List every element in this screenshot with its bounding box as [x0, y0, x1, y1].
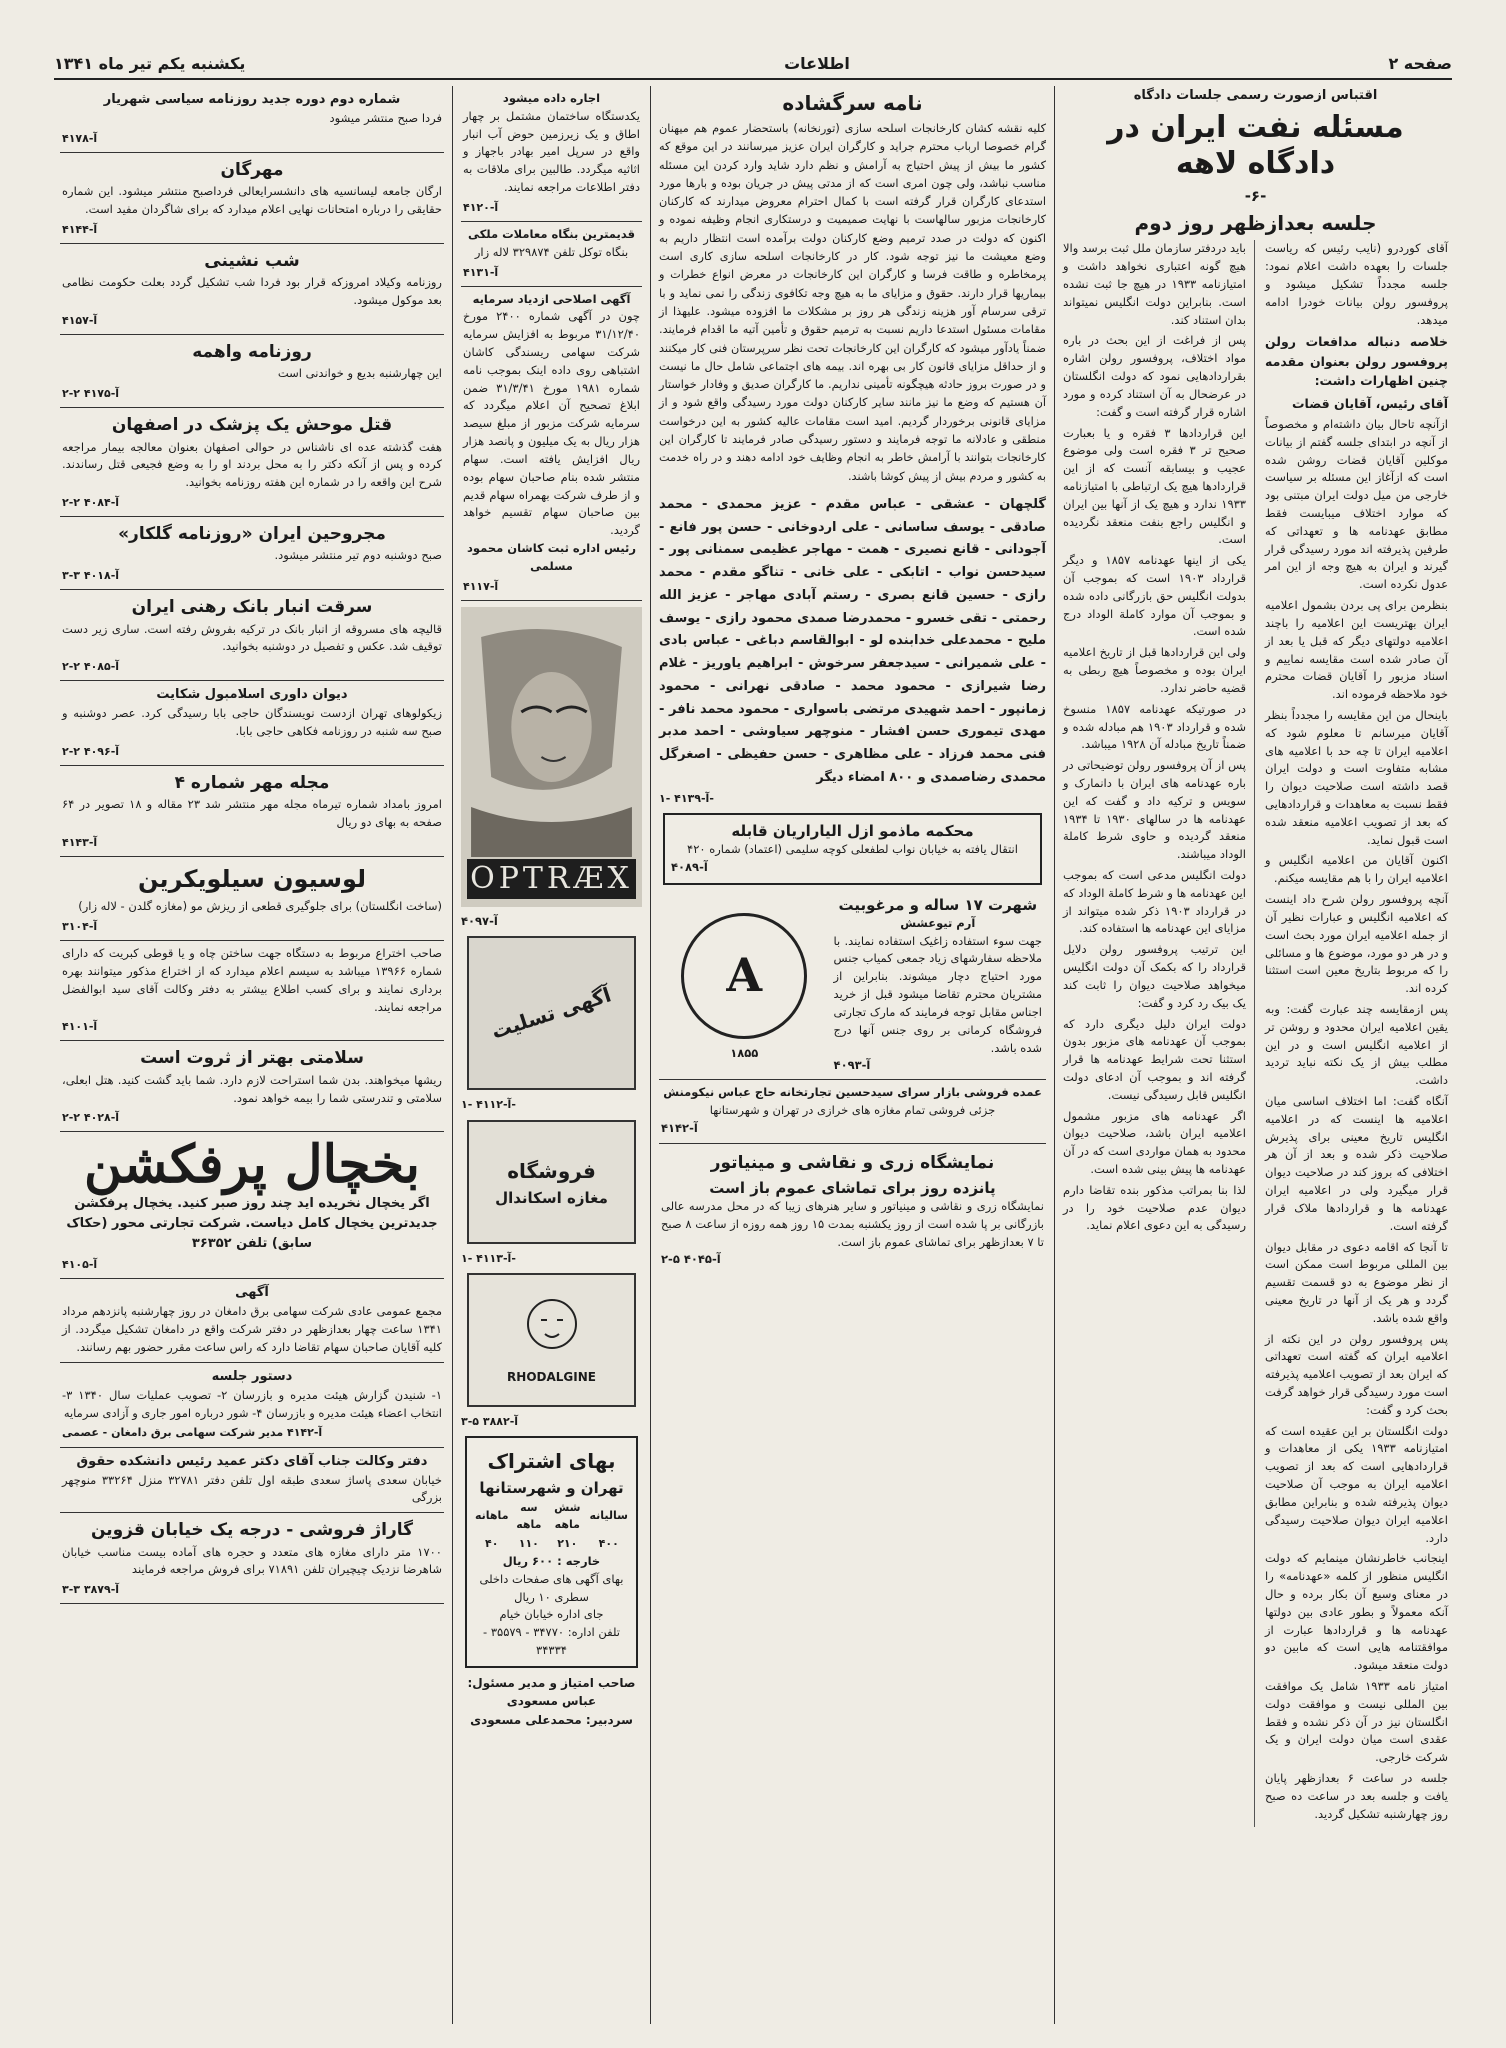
article-paragraph: پس پروفسور رولن در این نکته از اعلامیه ایران که گفته است تعهداتی که ایران بعد از تصویب اعلامیه پذیرفته است مورد رسیدگی قرار خواهد گرفت بحث کرد و گفت: [1265, 1331, 1448, 1417]
classified-ad-title: لوسیون سیلویکرین [137, 865, 367, 894]
classified-ad-code: آ-۴۱۰۱ [62, 1020, 98, 1034]
classified-ad [60, 244, 444, 335]
classified-ad-body: صاحب اختراع مربوط به دستگاه جهت ساختن چاه و یا قوطی کبریت که دارای شماره ۱۳۹۶۶ میباشد به سیسم اعلام میدارد که از اختراع مذکور میتوانند بهره برداری نمایند و برای کسب اطلاع بیشتر به دفتر وکالت آقای سید ابوالفضل مراجعه نمایند. [62, 946, 442, 1014]
court-ad-code: آ-۴۰۸۹ [671, 859, 708, 874]
article-paragraph: دولت انگلستان بر این عقیده است که امتیازنامه ۱۹۳۳ یکی از معاهدات و قراردادهایی است که بعد از تصویب اعلامیه ایران به موجب آن صلاحیت دیوان پذیرفته شده و بنابراین مطابق اعلامیه ایران دیوان صلاحیت رسیدگی دارد. [1265, 1423, 1448, 1545]
wholesale-title: عمده فروشی بازار سرای سیدحسین تجارتخانه حاج عباس نیکومنش [663, 1085, 1042, 1100]
capital-body: چون در آگهی شماره ۲۴۰۰ مورخ ۳۱/۱۲/۴۰ مربوط به افزایش سرمایه شرکت سهامی ریسندگی کاشان اشتباهی روی داده اینک بموجب نامه شماره ۱۹۸۱ مورخ ۳۱/۳/۴۱ ضمن ابلاغ تصحیح آن اعلام میگردد که سرمایه شرکت مزبور از مبلغ سیصد هزار ریال به یک میلیون و پانصد هزار ریال افزایش یافته است. سهام منتشر شده بنام صاحبان سهام بوده و از طرف شرکت بهمراه سهام قدیم بین صاحبان سهام تقسیم خواهد گردید. [463, 309, 641, 538]
classified-ad [60, 153, 444, 244]
classified-ad-code: آ-۴۰۱۸ ۳-۳ [62, 569, 120, 583]
subscription-phone: تلفن اداره: ۳۴۷۷۰ - ۳۵۵۷۹ - ۳۴۳۳۴ [483, 1625, 620, 1658]
classified-ad [60, 517, 444, 590]
classified-ad-body: اگر یخچال نخریده اید چند روز صبر کنید. یخچال پرفکشن جدیدترین یخچال کامل دیاست. شرکت تجارتی محور (حکاک سابق) تلفن ۳۶۳۵۲ [66, 1195, 438, 1251]
article-paragraph: اکنون آقایان من اعلامیه انگلیس و اعلامیه ایران را با هم مقایسه میکنم. [1265, 853, 1448, 886]
classified-ad [60, 86, 444, 153]
classified-ad [60, 941, 444, 1041]
article-title: مسئله نفت ایران در دادگاه لاهه [1107, 110, 1404, 182]
article-paragraph: در صورتیکه عهدنامه ۱۸۵۷ منسوخ شده و قرارداد ۱۹۰۳ هم مبادله شده و ضمناً تاریخ مبادله آن ۱۹۲۸ میباشد. [1063, 701, 1246, 752]
classified-ad-title: مهرگان [220, 160, 284, 180]
classified-ad-title: سلامتی بهتر از ثروت است [140, 1048, 364, 1069]
classified-ad [60, 766, 444, 857]
exhibition-body: نمایشگاه زری و نقاشی و مینیاتور و سایر هنرهای زیبا که در محل مدرسه عالی بازرگانی بر پا شده است از روز یکشنبه بمدت ۱۵ روز همه روزه از ساعت ۸ صبح تا ۷ بعدازظهر برای تماشای عموم باز است. [661, 1198, 1044, 1249]
classified-ad [60, 681, 444, 766]
subscription-header-row [473, 1498, 630, 1534]
subscription-address: جای اداره خیابان خیام [499, 1607, 604, 1622]
capital-ad [461, 287, 642, 601]
fame-ad-logo [659, 891, 830, 1080]
paper-name: اطلاعات [784, 53, 850, 73]
subscription-foreign: خارجه : ۶۰۰ ریال [502, 1553, 601, 1568]
classified-ad [60, 1132, 444, 1279]
masthead [54, 48, 1452, 80]
rent-ad [461, 86, 642, 222]
ads-column-left [52, 86, 452, 2024]
article-paragraph: اگر عهدنامه های مزبور مشمول اعلامیه ایران باشد، صلاحیت دیوان محدود به همان مواردی است که در آن عهدنامه ها پیش بینی شده است. [1063, 1108, 1246, 1177]
optrex-ad [461, 607, 642, 907]
classified-ad [60, 590, 444, 681]
classified-ad-body: امروز بامداد شماره تیرماه مجله مهر منتشر شد ۲۳ مقاله و ۱۸ تصویر در ۶۴ صفحه به بهای دو ریال [62, 797, 442, 830]
article-paragraph: پس از آن پروفسور رولن توضیحاتی در باره عهدنامه های ایران با دانمارک و سویس و ترکیه داد و گفت که این عهدنامه ها در سالهای ۱۹۳۰ تا ۱۹۳۴ منعقد گردیده و حاوی شرط کاملة الوداد میباشند. [1063, 758, 1247, 862]
rent-ad-body: یکدستگاه ساختمان مشتمل بر چهار اطاق و یک زیرزمین حوض آب انبار واقع در سرپل امیر بهادر باجهاز و اثاثیه میگردد. طالبین برای ملاقات به دفتر اطلاعات مراجعه نمایند. [463, 108, 640, 195]
price-cell: ۲۱۰ [557, 1536, 578, 1550]
article-paragraph: لذا بنا بمراتب مذکور بنده تقاضا دارم دیوان عدم صلاحیت خود را در رسیدگی به این دعوی اعلام نماید. [1063, 1182, 1246, 1233]
subscription-box [465, 1436, 638, 1668]
article-paragraph: امتیاز نامه ۱۹۳۳ شامل یک موافقت بین المللی نیست و موافقت دولت انگلستان نیز در آن ذکر نشده و فقط عقدی است میان دولت ایران و یک شرکت خارجی. [1265, 1679, 1448, 1765]
issue-date: یکشنبه یکم تیر ماه ۱۳۴۱ [54, 53, 246, 73]
classified-ad-body: مجمع عمومی عادی شرکت سهامی برق دامغان در روز چهارشنبه پانزدهم مرداد ۱۳۴۱ ساعت چهار بعدازظهر در دفتر شرکت واقع در دامغان تشکیل میگردد. از کلیه آقایان صاحبان سهام تقاضا دارد که راس ساعت مقرر حضور بهم رسانند. [62, 1304, 442, 1354]
article-paragraph: پس از فراغت از این بحث در باره مواد اختلاف، پروفسور رولن اشاره بقراردادهایی نمود که دولت انگلستان در عرضحال به آن استناد کرده و مورد اشاره قرار گرفته است و گفت: [1063, 333, 1246, 419]
classified-ad [60, 1513, 444, 1604]
court-ad-title: محکمه ماذمو ازل الیاراریان قابله [731, 821, 974, 840]
classified-ad-code: آ-۴۰۸۵ ۲-۲ [62, 660, 120, 674]
article-paragraph: آنچه پروفسور رولن شرح داد اینست که اعلامیه انگلیس و عبارات نظیر آن از جمله اعلامیه ایران مورد بحث است و در هر دو مورد، موضوع ها و مسائلی را که مربوط بتاریخ معین است استثنا کرده اند. [1265, 892, 1448, 996]
classified-ad [60, 335, 444, 408]
article-kicker: اقتباس ازصورت رسمی جلسات دادگاه [1133, 88, 1378, 103]
signatories: گلچهان - عشقی - عباس مقدم - عزیز محمدی - محمد صادقی - یوسف ساسانی - علی اردوخانی - حسن پور فانع - آجودانی - قانع نصیری - همت - مهاجر عظیمی سمنانی پور - سیدحسن نواب - اتابکی - علی خانی - تناگو مقدم - محمد رازی - حسین قانع بصری - رستم آبادی مهاجر - عزیز الله رحمتی - تقی خسرو - محمدرضا صمدی محمود رازی - یوسف ملیح - محمدعلی خدابنده لو - ابوالقاسم دباغی - عباس بادی - علی شمیرانی - سیدجعفر سرخوش - ابراهیم یاوریز - غلام رضا شیرازی - محمود محمد - صادقی نهرانی - محمود زمانپور - احمد شهیدی مرتضی باسواری - محمود محمد نافر - مهدی تیموری حسن افشار - منوچهر سیاوشی - احمد مدبر فنی محمد فرزاد - علی مظاهری - حسن حفیظی - اصغرگل محمدی رضاصمدی و ۸۰۰ امضاء دیگر [659, 496, 1046, 785]
rhodalgine-brand: RHODALGINE [507, 1370, 596, 1385]
classified-ad-code: آ-۴۱۴۴ [62, 222, 98, 236]
open-letter-body: کلیه نقشه کشان کارخانجات اسلحه سازی (تورنخانه) باستحضار عموم هم میهنان گرام خصوصا ارباب محترم جراید و کارگران ایران عزیز میرسانند در این موقع که کشور ما بیش از پیش احتیاج به آرامش و نظم دارد شاید وارد کردن این مسئله مناسب نباشد، ولی چون امری است که از مدتی پیش در جریان بوده و بارها مورد استدعای کارگران قرار گرفته است با کمال احترام معروض میدارند که کارکنان کارخانجات مزبور سالهاست با نهایت صمیمیت و درستکاری انجام وظیفه نموده و اکنون که دولت در صدد ترمیم وضع کارکنان دولت برآمده است انتظار داریم به وضع معیشت ما نیز توجه شود. کار در کارخانجات اسلحه سازی کاری است پرمخاطره و طاقت فرسا و کارگران این کارخانجات در معرض انواع خطرات و بیماریها قرار دارند. حقوق و مزایای ما به هیچ وجه تکافوی زندگی را نمی نماید و با ترقی سرسام آور هزینه زندگی هر روز بر مشکلات ما افزوده میشود. علیهذا از مقامات مسئول استدعا داریم نسبت به ترمیم حقوق و تأمین آتیه ما اقدام فرمایند. ضمناً یادآور میشود که کارگران این کارخانجات تحت نظر سرپرستان فنی کار میکنند و از حداقل مزایای قانون کار بی بهره اند. بیمه های اجتماعی شامل حال ما نیست و در صورت بروز حادثه هیچگونه تأمینی نداریم. ما کارگران صدیق و وفادار خواستار آن هستیم که وضع ما نیز مانند سایر کارکنان دولت مورد رسیدگی واقع شود و از مزایای قانونی برخوردار گردیم. امید است مقامات عالیه کشور به این درخواست منطقی و عادلانه ما توجه فرمایند و دستور رسیدگی صادر فرمایند تا کارگران این کارخانجات بتوانند با آرامش خاطر به انجام وظایف خود ادامه دهند و در راه خدمت به کشور و مردم بیش از پیش کوشا باشند. [659, 122, 1046, 483]
realestate-ad [461, 222, 642, 287]
trademark-stamp-icon: A [681, 913, 807, 1039]
capital-code: آ-۴۱۱۷ [463, 579, 499, 593]
article-col-left [1063, 240, 1255, 1826]
price-header-cell: سالیانه [589, 1509, 628, 1523]
fame-ad-sub: آرم تیوعشش [900, 915, 976, 930]
fame-ad [830, 891, 1046, 1080]
optrex-brand: OPTRÆX [467, 859, 636, 899]
capital-title: آگهی اصلاحی ازدیاد سرمایه [472, 291, 631, 306]
condolence-ad [467, 936, 636, 1090]
article-paragraph: تا آنجا که اقامه دعوی در مقابل دیوان بین المللی مربوط است ممکن است از نظر موضوع به دو قسمت تقسیم گردد و هر یک از آنها در تاریخ معینی واقع شده باشد. [1265, 1239, 1448, 1325]
classified-ad-code: آ-۴۱۰۵ [62, 1258, 98, 1272]
court-ad [663, 813, 1042, 885]
exhibition-ad [659, 1144, 1046, 1275]
article-paragraph: باینحال من این مقایسه را مجدداً بنظر آقایان میرسانم تا معلوم شود که اعلامیه ایران تا چه حد با اعلامیه های مشابه متفاوت است و دولت ایران قصد داشته است صلاحیت دیوان را فقط نسبت به معاهدات و قراردادهایی که بعد از تصویب اعلامیه منعقد شده است قبول نماید. [1265, 707, 1448, 847]
classified-ad-code: آ-۴۱۷۸ [62, 131, 98, 145]
realestate-body: بنگاه توکل تلفن ۳۲۹۸۷۴ لاله زار [474, 244, 629, 259]
classified-ad-title: دفتر وکالت جناب آقای دکتر عمید رئیس دانشکده حقوق [76, 1453, 428, 1469]
price-header-cell: ماهانه [475, 1509, 509, 1523]
open-letter-code: آ-۴۱۳۹ -۱- [659, 791, 714, 805]
classified-ad-code: آ-۴۱۴۳ [62, 836, 98, 850]
classified-ad-title: دستور جلسه [211, 1368, 293, 1384]
realestate-title: قدیمترین بنگاه معاملات ملکی [467, 226, 635, 241]
article-paragraph: باید دردفتر سازمان ملل ثبت برسد والا هیچ گونه اعتباری نخواهد داشت و امتیازنامه ۱۹۳۳ در هیچ جا ثبت نشده است. بنابراین دولت انگلیس نمیتواند بدان استناد کند. [1063, 241, 1246, 327]
article-paragraph: آنگاه گفت: اما اختلاف اساسی میان اعلامیه ها اینست که در اعلامیه انگلیس تاریخ معینی برای پذیرش صلاحیت ذکر شده و بعد از آن هر اختلافی که بروز کند در صلاحیت دیوان قرار میگیرد ولی در اعلامیه ایران عهدنامه ها و قراردادها ملاک قرار گرفته است. [1265, 1094, 1448, 1233]
classified-ad-body: ریشها میخواهند. بدن شما استراحت لازم دارد. شما باید گشت کنید. هتل ابعلی، سلامتی و تندرستی شما را بیمه خواهد نمود. [62, 1072, 442, 1105]
classified-ad [60, 1041, 444, 1132]
wholesale-code: آ-۴۱۴۲ [661, 1120, 698, 1135]
fame-ad-code: آ-۴۰۹۳ [833, 1058, 871, 1073]
classified-ad [60, 1279, 444, 1363]
rent-ad-code: آ-۴۱۲۰ [463, 200, 499, 214]
article-paragraph: خلاصه دنباله مدافعات رولن پروفسور رولن بعنوان مقدمه چنین اظهارات داشت: [1265, 334, 1448, 389]
article-paragraph: پس ازمقایسه چند عبارت گفت: وبه یقین اعلامیه ایران محدود و روشن تر از اعلامیه انگلیس است و در این مطلب بیش از یک نکته نباید تردید داشت. [1265, 1001, 1448, 1088]
rent-ad-title: اجاره داده میشود [502, 91, 601, 105]
classified-ad-title: روزنامه واهمه [192, 342, 312, 363]
shop-code: آ-۴۱۱۳ -۱- [461, 1251, 516, 1265]
classified-ad-body: قالیچه های مسروقه از انبار بانک در ترکیه بفروش رفته است. ساری زیر دست توقیف شد. عکس و تفصیل در دوشنبه بخوانید. [62, 621, 442, 654]
article-paragraph: دولت انگلیس مدعی است که بموجب این عهدنامه ها و شرط کاملة الوداد که در قرارداد ۱۹۰۳ ذکر شده میتواند از مزایای این عهدنامه ها استفاده کند. [1063, 868, 1247, 936]
classified-ad-body: خیابان سعدی پاساژ سعدی طبقه اول تلفن دفتر ۳۲۷۸۱ منزل ۳۳۲۶۴ منوچهر بزرگی [62, 1472, 442, 1505]
article-paragraph: آقای کوردرو (نایب رئیس که ریاست جلسات را بعهده داشت اعلام نمود: جلسه مجدداً تشکیل میشود و پروفسور رولن بیانات خودرا ادامه میدهد. [1265, 241, 1448, 327]
classified-ad-title: شب نشینی [204, 251, 300, 272]
classified-ad [60, 408, 444, 517]
fame-ad-title: شهرت ۱۷ ساله و مرغوبیت [838, 895, 1038, 914]
classified-ad-body: ۱- شنیدن گزارش هیئت مدیره و بازرسان ۲- تصویب عملیات سال ۱۳۴۰ ۳- انتخاب اعضاء هیئت مدیره و بازرسان ۴- شور درباره امور جاری و آزادی سرمایه [62, 1387, 442, 1420]
price-header-cell: شش ماهه [554, 1500, 581, 1531]
main-article-column [1054, 86, 1456, 2024]
exhibition-sub: پانزده روز برای تماشای عموم باز است [709, 1178, 996, 1197]
optrex-code: آ-۴۰۹۷ [461, 913, 498, 928]
fame-ad-body: جهت سوء استفاده زاغیک استفاده نمایند. با ملاحظه سفارشهای زیاد جمعی کمیاب جنس مورد احتیاج دچار میشوند. بنابراین از مشتریان محترم تقاضا میشود قبل از خرید اجناس مقابل توجه فرمایند که مارک تجارتی فروشگاه کرمانی بر روی جنس آنها درج شده باشد. [833, 933, 1042, 1055]
price-cell: ۴۰ [485, 1536, 499, 1550]
rhodalgine-ad [467, 1273, 636, 1407]
classified-ad [60, 857, 444, 941]
classified-ad [60, 1448, 444, 1514]
classified-ad-code: آ-۴۱۵۷ [62, 313, 98, 327]
classified-ad-code: آ-۴۰۹۶ ۲-۲ [62, 745, 120, 759]
article-paragraph: ازآنچه تاحال بیان داشته‌ام و مخصوصاً از آنچه در ابتدای جلسه گفتم از بیانات موکلین آقایان قضات روشن شده است که ازآغاز این مسئله بر سیاست خارجی من میل دولت ایران مبتنی بود که موارد اختلاف میبایست فقط مطابق عهدنامه ها و تعهداتی که طرفین پذیرفته اند مورد رسیدگی قرار گیرند و ایران به هیچ وجه از این امر عدول نکرده است. [1265, 416, 1448, 592]
shop-ad [467, 1120, 636, 1244]
classified-ad-title: سرقت انبار بانک رهنی ایران [131, 597, 373, 618]
classified-ad-body: هفت گذشته عده ای ناشناس در حوالی اصفهان بعنوان معالجه بیمار مراجعه کرده و پس از آنکه دکتر را به محل بردند او را به وضع فجیعی قتل رساندند. شرح این واقعه را در شماره این هفته روزنامه بخوانید. [62, 439, 442, 490]
shop-sub: مغازه اسکاندال [495, 1189, 608, 1208]
classified-ad-body: روزنامه وکیلاد امروزکه قرار بود فردا شب تشکیل گردد بعلت حکومت نظامی بعد موکول میشود. [62, 275, 442, 308]
realestate-code: آ-۴۱۳۱ [463, 265, 499, 279]
article-paragraph: این قراردادها ۳ فقره و یا بعبارت صحیح تر ۳ فقره است ولی موضوع عجیب و بیسابقه آنست که از این قراردادها هیچ یک ارتباطی با امتیازنامه ۱۹۳۳ ندارد و هیچ یک از آنها بین ایران و انگلیس راجع بنفت منعقد نگردیده است. [1063, 425, 1246, 547]
subscription-note: بهای آگهی های صفحات داخلی سطری ۱۰ ریال [479, 1571, 624, 1604]
price-header-cell: سه ماهه [516, 1500, 542, 1531]
article-subhead: آقای رئیس، آقایان قضات [1291, 395, 1448, 411]
classified-ad-body: (ساخت انگلستان) برای جلوگیری قطعی از ریزش مو (مغازه گلدن - لاله زار) [78, 899, 442, 914]
classified-ad-title: دیوان داوری اسلامبول شکایت [156, 687, 348, 703]
open-letter-column [650, 86, 1054, 2024]
session-title: جلسه بعدازظهر روز دوم [1134, 211, 1377, 236]
exhibition-code: آ-۴۰۴۵ ۵-۲ [661, 1252, 721, 1267]
editor-line: سردبیر: محمدعلی مسعودی [470, 1713, 633, 1728]
classified-ad-title: مجله مهر شماره ۴ [174, 773, 330, 794]
classified-ad-body: ۱۷۰۰ متر دارای مغازه های متعدد و حجره های آماده بیست مناسب خیابان شاهرضا نزدیک چیچیران تلفن ۷۱۸۹۱ برای فروش مراجعه فرمایند [62, 1544, 442, 1577]
exhibition-title: نمایشگاه زری و نقاشی و مینیاتور [710, 1152, 995, 1173]
condolence-text: آگهی تسلیت [488, 982, 615, 1045]
article-paragraph: ولی این قراردادها قبل از تاریخ اعلامیه ایران بوده و مخصوصاً هیچ ربطی به قضیه حاضر ندارد. [1063, 645, 1246, 695]
classified-ad-body: این چهارشنبه بدیع و خواندنی است [277, 366, 442, 381]
article-paragraph: دولت ایران دلیل دیگری دارد که بموجب آن عهدنامه های مزبور بدون استثنا تحت شرایط عهدنامه ها قرار گرفته اند و بموجب آن ادعای دولت انگلیس قابل رسیدگی نیست. [1063, 1016, 1246, 1102]
price-cell: ۱۱۰ [518, 1536, 539, 1550]
classified-ad-title: آگهی [235, 1285, 269, 1301]
article-part: -۶- [1244, 187, 1267, 206]
classified-ad-code: آ-۴۰۲۸ ۲-۲ [62, 1111, 120, 1125]
classified-ad-code: آ-۴۱۷۵ ۲-۲ [62, 387, 120, 401]
shop-title: فروشگاه [507, 1159, 596, 1184]
subscription-table [473, 1498, 630, 1553]
classified-ad-code: آ-۳۱۰۴ [62, 920, 98, 934]
classified-ad-title: شماره دوم دوره جدید روزنامه سیاسی شهریار [103, 92, 401, 107]
classified-ad-body: زیکولوهای تهران ازدست نویسندگان حاجی بابا رسیدگی کرد. عصر دوشنبه و صبح سه شنبه در روزنامه فکاهی حاجی بابا. [62, 706, 442, 739]
classified-ad-title: مجروحین ایران «روزنامه گلکار» [118, 524, 386, 545]
court-ad-body: انتقال یافته به خیابان نواب لطفعلی کوچه سلیمی (اعتماد) شماره ۴۲۰ [687, 841, 1018, 856]
price-cell: ۴۰۰ [598, 1536, 619, 1550]
classified-ad-body: فردا صبح منتشر میشود [329, 111, 442, 126]
article-paragraph: بنظرمن برای پی بردن بشمول اعلامیه ایران بهتریست این اعلامیه را باچند اعلامیه دولتهای دیگر که قبل یا بعد از آن صادر شده است مقایسه نماییم و اسناد مزبور را آقایان قضات محترم خود ملاحظه فرموده اند. [1265, 598, 1448, 702]
classified-ad-code: آ-۳۸۷۹ ۳-۳ [62, 1583, 120, 1597]
classified-ad [60, 1363, 444, 1448]
article-paragraph: این ترتیب پروفسور رولن دلایل قرارداد را که بکمک آن دولت انگلیس میخواهد صلاحیت دیوان را ثابت کند یک بیک رد کرد و گفت: [1063, 942, 1246, 1010]
classified-ad-code: آ-۴۰۸۴ ۲-۲ [62, 496, 120, 510]
subscription-title: بهای اشتراک [487, 1448, 616, 1473]
rhodalgine-code: آ-۳۸۸۲ ۵-۳ [461, 1414, 519, 1428]
article-paragraph: جلسه در ساعت ۶ بعدازظهر پایان یافت و جلسه بعد در ساعت ده صبح روز چهارشنبه تشکیل گردید. [1265, 1771, 1449, 1821]
open-letter-title: نامه سرگشاده [782, 91, 923, 115]
face-sketch-icon [507, 1292, 597, 1362]
publisher-line: صاحب امتیاز و مدیر مسئول: عباس مسعودی [467, 1675, 636, 1709]
subscription-sub: تهران و شهرستانها [479, 1478, 624, 1497]
trademark-year: ۱۸۵۵ [730, 1045, 759, 1060]
classified-ad-body: ارگان جامعه لیسانسیه های دانشسرایعالی فرداصبح منتشر میشود. این شماره حقایقی را درباره امتحانات نهایی اعلام میدارد که برای شاگردان مفید است. [62, 184, 442, 217]
classified-ad-title: گاراژ فروشی - درجه یک خیابان قزوین [90, 1520, 414, 1541]
ads-column-middle [452, 86, 650, 2024]
page-number: صفحه ۲ [1388, 53, 1452, 73]
wholesale-ad [659, 1080, 1046, 1143]
article-paragraph: یکی از اینها عهدنامه ۱۸۵۷ و دیگر قرارداد ۱۹۰۳ است که بموجب آن بدولت انگلیس حق بازرگانی داده شده و بموجب آن موارد کاملة الوداد درج شده است. [1063, 553, 1246, 639]
article-col-right [1265, 240, 1448, 1826]
subscription-value-row [473, 1534, 630, 1553]
classified-ad-code: آ-۴۱۴۲ مدیر شرکت سهامی برق دامغان - عصمی [62, 1426, 323, 1440]
classified-ad-body: صبح دوشنبه دوم تیر منتشر میشود. [274, 548, 442, 563]
capital-signer: رئیس اداره ثبت کاشان محمود مسلمی [467, 540, 636, 573]
classified-ad-title: قتل موحش یک پزشک در اصفهان [111, 415, 393, 436]
classified-ad-title: بخچال پرفکشن [83, 1134, 421, 1196]
wholesale-body: جزئی فروشی تمام مغازه های خرازی در تهران و شهرستانها [709, 1102, 996, 1117]
condolence-code: آ-۴۱۱۲ -۱- [461, 1098, 516, 1112]
article-paragraph: اینجانب خاطرنشان مینمایم که دولت انگلیس منظور از کلمه «عهدنامه» را در معنای وسیع آن بکار برده و حال آنکه معمولاً و بطور عادی بین دولتها عهدنامه ها و قراردادها عبارت از موافقتنامه هایی است که مابین دو دولت منعقد میشود. [1265, 1551, 1448, 1673]
columns [48, 86, 1456, 2024]
